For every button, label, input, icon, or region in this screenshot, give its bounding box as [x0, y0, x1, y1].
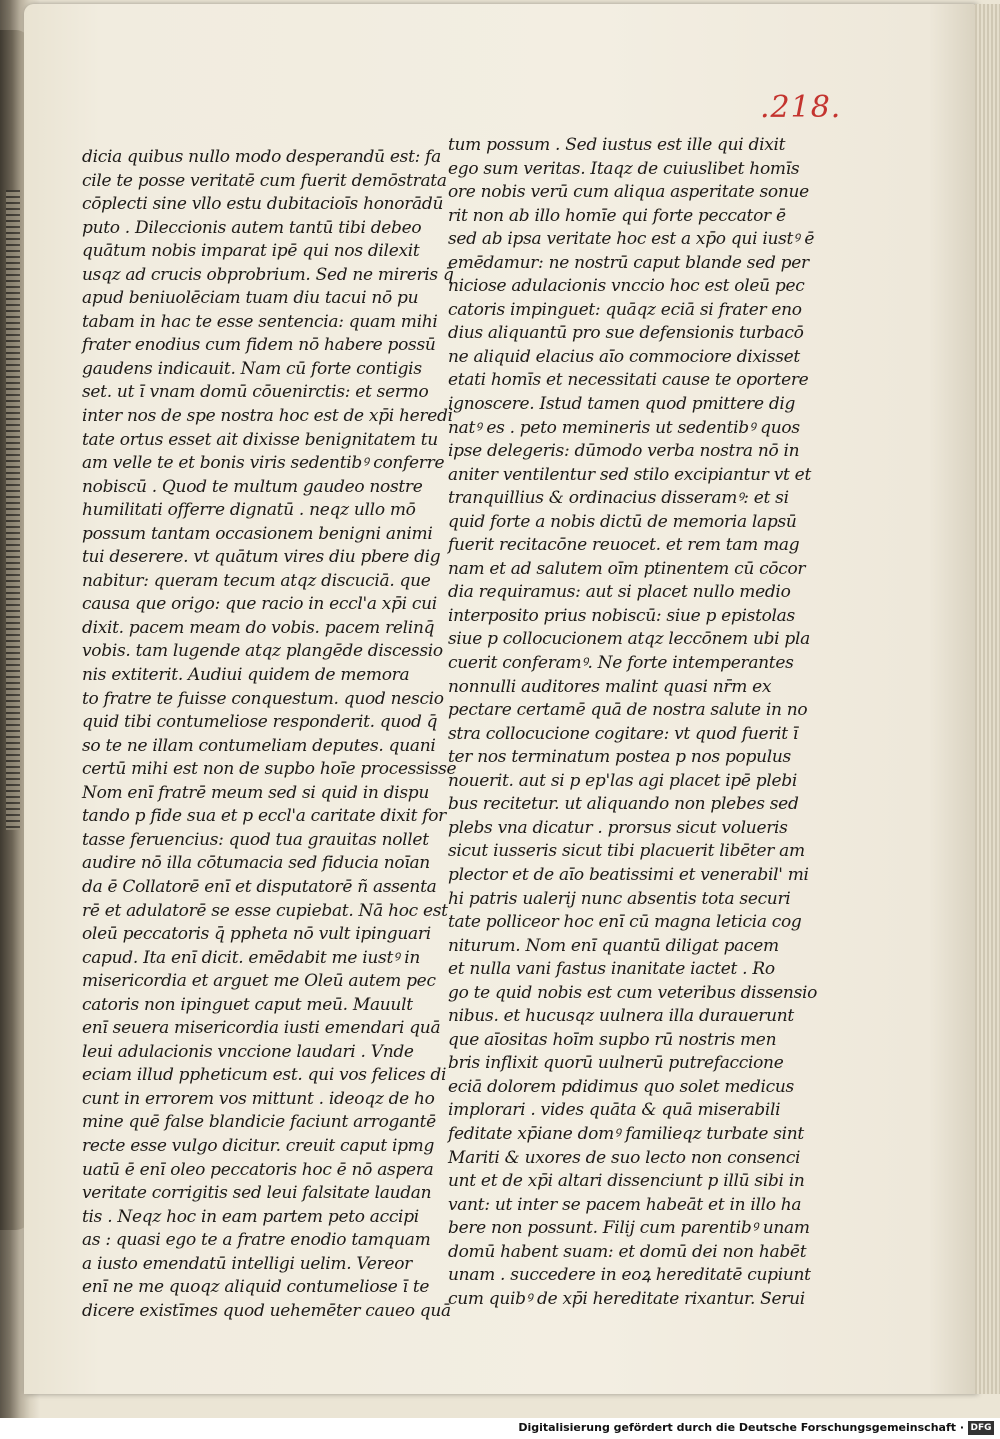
text-line: enī seuera misericordia iusti emendari quā	[82, 1018, 441, 1039]
text-line: ne aliquid elacius aīo commociore dixisset	[448, 346, 800, 367]
text-line: et nulla vani fastus inanitate iactet . Ro	[448, 959, 775, 980]
text-line: to fratre te fuisse conquestum. quod nescio	[82, 688, 444, 709]
text-line: tando p fide sua et p eccl'a caritate dixit for	[82, 806, 446, 827]
text-line: cum quibꝰ de xp̄i hereditate rixantur. Serui	[448, 1288, 805, 1309]
text-line: ter nos terminatum postea p nos populus	[448, 747, 791, 768]
text-line: pectare certamē quā de nostra salute in no	[448, 700, 808, 721]
text-line: catoris impinguet: quāqz eciā si frater eno	[448, 299, 802, 320]
text-line: set. ut ī vnam domū cōuenirctis: et sermo	[82, 382, 429, 403]
text-line: dius aliquantū pro sue defensionis turbacō	[448, 323, 804, 344]
text-line: usqz ad crucis obprobrium. Sed ne mireris q̄	[82, 264, 454, 285]
text-line: capud. Ita enī dicit. emēdabit me iustꝰ in	[82, 947, 421, 968]
text-line: unam . succedere in eoꝝ hereditatē cupiunt	[448, 1265, 811, 1286]
text-line: rit non ab illo homīe qui forte peccator ē	[448, 205, 786, 226]
text-line: catoris non ipinguet caput meū. Mauult	[82, 994, 413, 1015]
text-line: plebs vna dicatur . prorsus sicut volueris	[448, 817, 788, 838]
text-line: bus recitetur. ut aliquando non plebes sed	[448, 794, 799, 815]
text-line: as : quasi ego te a fratre enodio tamquam	[82, 1230, 431, 1251]
folio-number: .218.	[760, 90, 842, 125]
text-line: cunt in errorem vos mittunt . ideoqz de ho	[82, 1088, 435, 1109]
text-line: dicere existīmes quod uehemēter caueo quā	[82, 1300, 451, 1321]
text-line: tate ortus esset ait dixisse benignitatem tu	[82, 429, 438, 450]
text-line: tasse feruencius: quod tua grauitas nollet	[82, 829, 429, 850]
text-line: Mariti & uxores de suo lecto non consenci	[448, 1147, 801, 1168]
text-line: que aīositas hoīm supbo rū nostris men	[448, 1029, 777, 1050]
text-line: eciam illud ppheticum est. qui vos felices di	[82, 1065, 447, 1086]
text-line: leui adulacionis vnccione laudari . Vnde	[82, 1041, 414, 1062]
text-line: da ē Collatorē enī et disputatorē ñ assenta	[82, 876, 437, 897]
text-line: ipse delegeris: dūmodo verba nostra nō in	[448, 441, 800, 462]
text-line: uatū ē enī oleo peccatoris hoc ē nō aspera	[82, 1159, 434, 1180]
text-line: sicut iusseris sicut tibi placuerit libēter am	[448, 841, 805, 862]
text-line: causa que origo: que racio in eccl'a xp̄i cui	[82, 594, 437, 615]
text-line: humilitati offerre dignatū . neqz ullo mō	[82, 500, 416, 521]
facing-page-text-strip	[6, 190, 20, 830]
text-line: fuerit recitacōne reuocet. et rem tam mag	[448, 535, 800, 556]
text-line: am velle te et bonis viris sedentibꝰ conferre	[82, 453, 445, 474]
text-line: cuerit conferamꝰ. Ne forte intemperantes	[448, 653, 794, 674]
text-line: a iusto emendatū intelligi uelim. Vereor	[82, 1253, 412, 1274]
text-line: mine quē false blandicie faciunt arrogantē	[82, 1112, 436, 1133]
text-line: nam et ad salutem oīm ptinentem cū cōcor	[448, 558, 806, 579]
text-line: nouerit. aut si p ep'las agi placet ipē plebi	[448, 770, 797, 791]
text-line: unt et de xp̄i altari dissenciunt p illū sibi in	[448, 1171, 805, 1192]
text-line: niturum. Nom enī quantū diligat pacem	[448, 935, 779, 956]
text-line: etati homīs et necessitati cause te oportere	[448, 370, 809, 391]
text-line: siue p collocucionem atqz leccōnem ubi pla	[448, 629, 810, 650]
text-line: implorari . vides quāta & quā miserabili	[448, 1100, 781, 1121]
text-line: audire nō illa cōtumacia sed fiducia noīan	[82, 853, 430, 874]
text-line: domū habent suam: et domū dei non habēt	[448, 1241, 807, 1262]
text-line: cile te posse veritatē cum fuerit demōstrata	[82, 170, 447, 191]
text-line: cōplecti sine vllo estu dubitacioīs honorādū	[82, 194, 444, 215]
text-line: nonnulli auditores malint quasi nr̄m ex	[448, 676, 772, 697]
text-line: misericordia et arguet me Oleū autem pec	[82, 971, 436, 992]
text-line: frater enodius cum fidem nō habere possū	[82, 335, 436, 356]
text-line: tabam in hac te esse sentencia: quam mihi	[82, 311, 438, 332]
text-line: tum possum . Sed iustus est ille qui dixit	[448, 135, 786, 155]
text-line: certū mihi est non de supbo hoīe processisse	[82, 759, 457, 780]
footer-bar	[0, 1418, 1000, 1439]
text-line: interposito prius nobiscū: siue p epistolas	[448, 605, 795, 626]
text-line: quid tibi contumeliose responderit. quod q̄	[82, 712, 438, 733]
text-line: tis . Neqz hoc in eam partem peto accipi	[82, 1206, 419, 1227]
funding-credit: Digitalisierung gefördert durch die Deutsche Forschungsgemeinschaft ·	[518, 1421, 964, 1434]
text-line: vobis. tam lugende atqz plangēde discessio	[82, 641, 443, 662]
text-line: hi patris ualerij nunc absentis tota securi	[448, 888, 791, 909]
text-line: quid forte a nobis dictū de memoria lapsū	[448, 511, 797, 532]
text-line: enī ne me quoqz aliquid contumeliose ī te	[82, 1277, 430, 1298]
text-line: tui deserere. vt quātum vires diu pbere dig	[82, 547, 441, 568]
page-block-edge	[975, 4, 1000, 1394]
text-line: nabitur: queram tecum atqz discuciā. que	[82, 570, 431, 591]
text-line: natꝰ es . peto memineris ut sedentibꝰ quos	[448, 417, 800, 438]
text-line: go te quid nobis est cum veteribus dissensio	[448, 982, 818, 1003]
text-line: tranquillius & ordinacius disseramꝰ: et si	[448, 488, 789, 509]
text-line: oleū peccatoris q̄ ppheta nō vult ipinguari	[82, 924, 431, 945]
text-line: aniter ventilentur sed stilo excipiantur vt et	[448, 464, 811, 485]
text-line: ore nobis verū cum aliqua asperitate sonue	[448, 182, 809, 203]
text-line: plector et de aīo beatissimi et venerabil' mi	[448, 864, 809, 885]
text-line: dixit. pacem meam do vobis. pacem relinq̄	[82, 617, 435, 638]
text-line: nobiscū . Quod te multum gaudeo nostre	[82, 476, 423, 497]
text-line: dicia quibus nullo modo desperandū est: fa	[82, 147, 441, 167]
text-line: quātum nobis imparat ipē qui nos dilexit	[82, 241, 420, 262]
text-line: recte esse vulgo dicitur. creuit caput ipmg	[82, 1135, 435, 1156]
text-line: veritate corrigitis sed leui falsitate laudan	[82, 1183, 432, 1204]
text-line: so te ne illam contumeliam deputes. quani	[82, 735, 436, 756]
text-line: apud beniuolēciam tuam diu tacui nō pu	[82, 288, 419, 309]
text-line: bris inflixit quorū uulnerū putrefaccione	[448, 1053, 784, 1074]
dfg-logo-icon: DFG	[968, 1421, 994, 1435]
right-text-column	[448, 134, 818, 1311]
text-line: emēdamur: ne nostrū caput blande sed per	[448, 252, 809, 273]
text-line: gaudens indicauit. Nam cū forte contigis	[82, 358, 422, 379]
left-text-column	[82, 146, 457, 1323]
text-line: ignoscere. Istud tamen quod pmittere dig	[448, 394, 796, 415]
text-line: eciā dolorem pdidimus quo solet medicus	[448, 1076, 794, 1097]
text-line: niciose adulacionis vnccio hoc est oleū pec	[448, 276, 805, 297]
text-line: nibus. et hucusqz uulnera illa durauerunt	[448, 1006, 794, 1027]
text-line: nis extiterit. Audiui quidem de memora	[82, 665, 410, 686]
text-line: tate polliceor hoc enī cū magna leticia cog	[448, 912, 802, 933]
text-line: stra collocucione cogitare: vt quod fuerit ī	[448, 723, 799, 744]
text-line: Nom enī fratrē meum sed si quid in dispu	[82, 782, 429, 803]
text-line: bere non possunt. Filij cum parentibꝰ unam	[448, 1218, 810, 1239]
text-line: feditate xp̄iane domꝰ familieqz turbate sint	[448, 1123, 804, 1144]
text-line: inter nos de spe nostra hoc est de xp̄i heredi	[82, 406, 453, 427]
text-line: rē et adulatorē se esse cupiebat. Nā hoc est	[82, 900, 448, 921]
text-line: dia requiramus: aut si placet nullo medio	[448, 582, 791, 603]
text-line: vant: ut inter se pacem habeāt et in illo ha	[448, 1194, 802, 1215]
text-line: sed ab ipsa veritate hoc est a xp̄o qui iustꝰ ē	[448, 229, 815, 250]
text-line: puto . Dileccionis autem tantū tibi debeo	[82, 217, 422, 238]
text-line: ego sum veritas. Itaqz de cuiuslibet homīs	[448, 158, 800, 179]
text-line: possum tantam occasionem benigni animi	[82, 523, 433, 544]
